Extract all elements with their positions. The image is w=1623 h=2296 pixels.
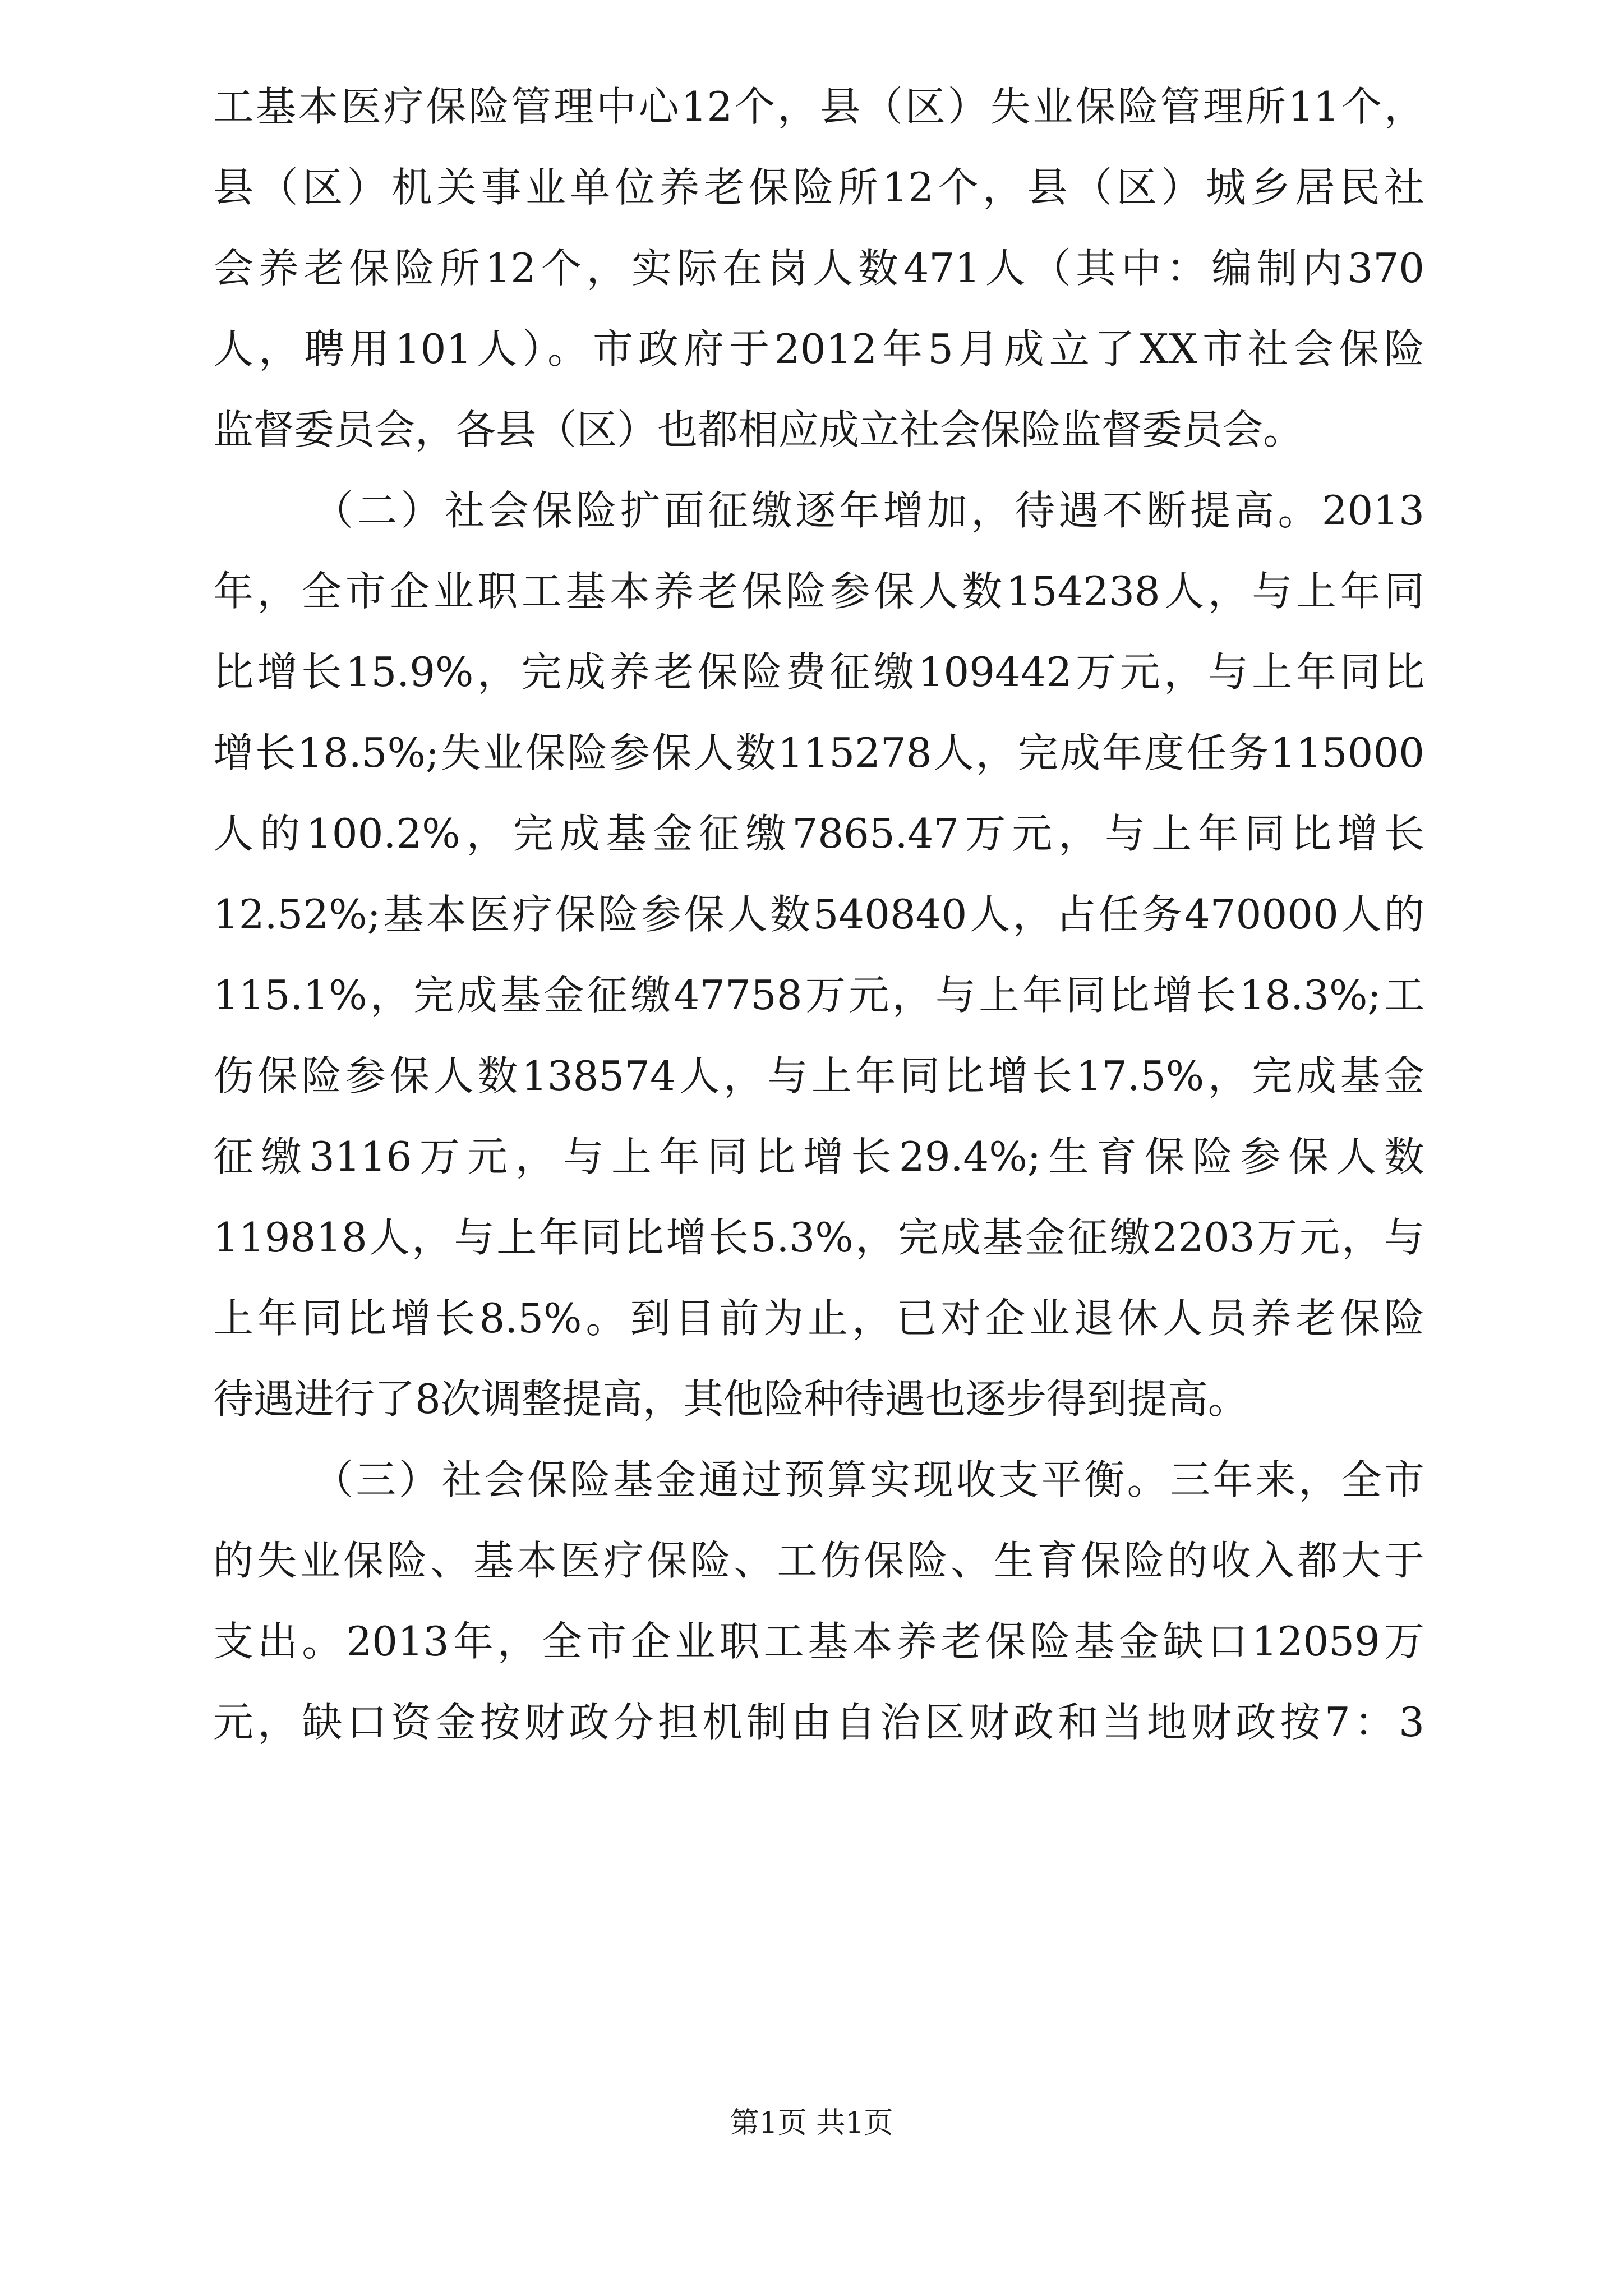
text-line-19: 的失业保险、基本医疗保险、工伤保险、生育保险的收入都大于 bbox=[213, 1537, 1424, 1584]
text-line-3: 会养老保险所12个，实际在岗人数471人（其中：编制内370 bbox=[213, 245, 1424, 292]
text-line-12: 115.1%，完成基金征缴47758万元，与上年同比增长18.3%;工 bbox=[213, 972, 1424, 1019]
text-line-7: 年，全市企业职工基本养老保险参保人数154238人，与上年同 bbox=[213, 568, 1424, 615]
text-line-4: 人，聘用101人）。市政府于2012年5月成立了XX市社会保险 bbox=[213, 325, 1424, 372]
text-line-15: 119818人，与上年同比增长5.3%，完成基金征缴2203万元，与 bbox=[213, 1214, 1424, 1261]
text-line-17: 待遇进行了8次调整提高，其他险种待遇也逐步得到提高。 bbox=[213, 1375, 1248, 1423]
text-line-1: 工基本医疗保险管理中心12个，县（区）失业保险管理所11个， bbox=[213, 83, 1424, 130]
text-line-8: 比增长15.9%，完成养老保险费征缴109442万元，与上年同比 bbox=[213, 648, 1424, 696]
text-line-14: 征缴3116万元，与上年同比增长29.4%;生育保险参保人数 bbox=[213, 1133, 1424, 1180]
text-line-5: 监督委员会，各县（区）也都相应成立社会保险监督委员会。 bbox=[213, 406, 1304, 453]
text-line-10: 人的100.2%，完成基金征缴7865.47万元，与上年同比增长 bbox=[213, 810, 1424, 857]
text-line-13: 伤保险参保人数138574人，与上年同比增长17.5%，完成基金 bbox=[213, 1052, 1424, 1099]
paragraph-2-start: （二）社会保险扩面征缴逐年增加，待遇不断提高。2013 bbox=[313, 487, 1424, 534]
page-footer: 第1页 共1页 bbox=[730, 2106, 893, 2140]
text-line-16: 上年同比增长8.5%。到目前为止，已对企业退休人员养老保险 bbox=[213, 1295, 1424, 1342]
paragraph-3-start: （三）社会保险基金通过预算实现收支平衡。三年来，全市 bbox=[313, 1456, 1424, 1503]
text-line-2: 县（区）机关事业单位养老保险所12个，县（区）城乡居民社 bbox=[213, 164, 1424, 211]
text-line-11: 12.52%;基本医疗保险参保人数540840人，占任务470000人的 bbox=[213, 891, 1424, 938]
text-line-9: 增长18.5%;失业保险参保人数115278人，完成年度任务115000 bbox=[213, 729, 1424, 776]
text-line-20: 支出。2013年，全市企业职工基本养老保险基金缺口12059万 bbox=[213, 1618, 1424, 1665]
text-line-21: 元，缺口资金按财政分担机制由自治区财政和当地财政按7：3 bbox=[213, 1699, 1424, 1746]
